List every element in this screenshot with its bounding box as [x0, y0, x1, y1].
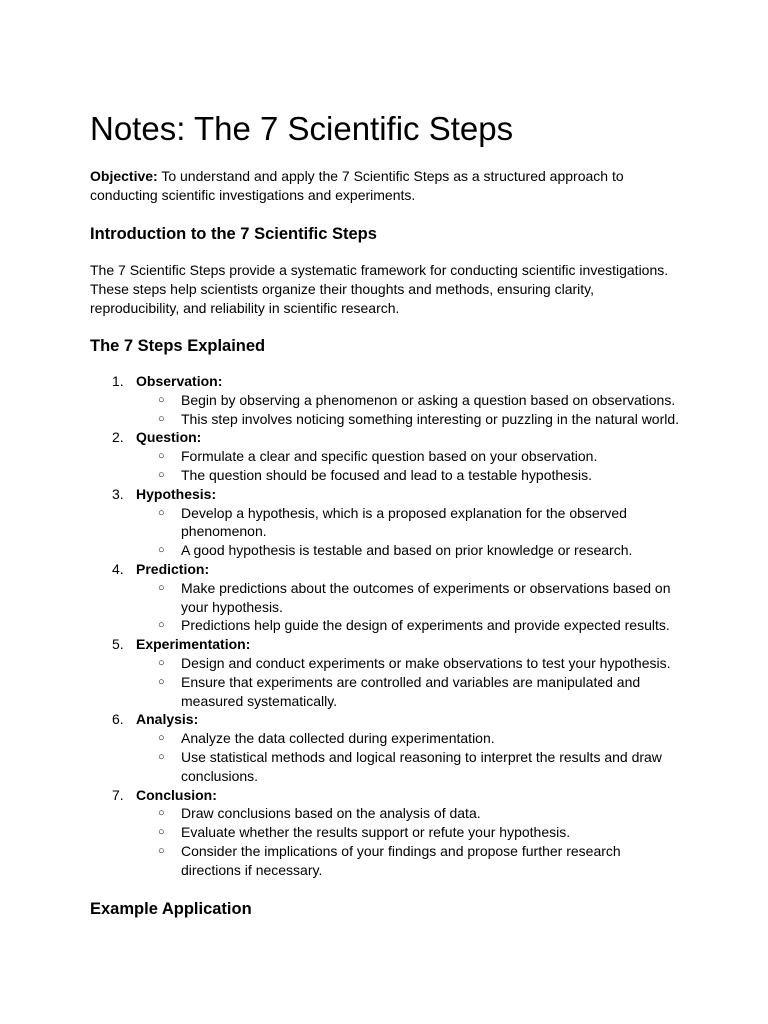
bullet-item	[136, 579, 681, 617]
hollow-circle-bullet-icon: ○	[158, 807, 165, 820]
bullet-item	[136, 673, 681, 711]
hollow-circle-bullet-icon: ○	[158, 750, 165, 763]
bullet-text: Evaluate whether the results support or refute your hypothesis.	[181, 824, 571, 841]
hollow-circle-bullet-icon: ○	[158, 468, 165, 481]
step-number: 1.	[112, 373, 124, 389]
hollow-circle-bullet-icon: ○	[158, 675, 165, 688]
bullet-item	[136, 466, 681, 485]
step-number: 3.	[112, 485, 124, 502]
step-number: 5.	[112, 636, 124, 653]
bullet-text: Use statistical methods and logical reasoning to interpret the results and draw conclusions.	[181, 748, 662, 784]
hollow-circle-bullet-icon: ○	[158, 450, 165, 463]
objective-paragraph	[90, 167, 680, 205]
bullet-item	[136, 541, 681, 560]
step-bullets	[136, 447, 690, 485]
step-bullets	[136, 391, 690, 429]
bullet-text: Begin by observing a phenomenon or asking a question based on observations.	[181, 391, 676, 408]
hollow-circle-bullet-icon: ○	[158, 393, 165, 406]
step-label: Observation:	[136, 373, 223, 389]
bullet-text: Develop a hypothesis, which is a proposed explanation for the observed phenomenon.	[181, 504, 627, 540]
step-label: Experimentation:	[136, 636, 251, 653]
step-item	[90, 786, 690, 880]
hollow-circle-bullet-icon: ○	[158, 844, 165, 857]
step-bullets	[136, 729, 690, 785]
step-number: 4.	[112, 560, 124, 577]
bullet-item	[136, 410, 681, 429]
bullet-text: The question should be focused and lead to a testable hypothesis.	[181, 466, 592, 483]
bullet-item	[136, 391, 681, 410]
step-number: 2.	[112, 429, 124, 446]
bullet-text: This step involves noticing something interesting or puzzling in the natural world.	[181, 410, 680, 427]
step-item	[90, 428, 690, 484]
hollow-circle-bullet-icon: ○	[158, 619, 165, 632]
step-label: Question:	[136, 429, 202, 446]
objective-label: Objective:	[90, 168, 158, 184]
hollow-circle-bullet-icon: ○	[158, 732, 165, 745]
bullet-item	[136, 654, 681, 673]
bullet-text: Analyze the data collected during experimentation.	[181, 730, 495, 747]
hollow-circle-bullet-icon: ○	[158, 581, 165, 594]
bullet-text: Predictions help guide the design of experiments and provide expected results.	[181, 617, 670, 634]
step-bullets	[136, 804, 690, 879]
example-heading: Example Application	[90, 900, 252, 918]
hollow-circle-bullet-icon: ○	[158, 656, 165, 669]
page-title: Notes: The 7 Scientific Steps	[90, 110, 514, 147]
intro-heading: Introduction to the 7 Scientific Steps	[90, 225, 377, 243]
step-label: Conclusion:	[136, 786, 217, 803]
bullet-text: Design and conduct experiments or make observations to test your hypothesis.	[181, 654, 671, 671]
hollow-circle-bullet-icon: ○	[158, 506, 165, 519]
objective-text: To understand and apply the 7 Scientific Steps as a structured approach to conducting scientific investigations and experiments.	[90, 168, 624, 203]
step-item	[90, 635, 690, 710]
bullet-text: Ensure that experiments are controlled and variables are manipulated and measured systematically.	[181, 673, 641, 709]
step-bullets	[136, 504, 690, 560]
bullet-item	[136, 842, 681, 880]
step-item	[90, 560, 690, 635]
step-label: Analysis:	[136, 711, 199, 728]
step-item	[90, 485, 690, 560]
bullet-item	[136, 804, 681, 823]
bullet-text: Make predictions about the outcomes of experiments or observations based on your hypothesis.	[181, 579, 671, 615]
steps-heading: The 7 Steps Explained	[90, 337, 266, 355]
hollow-circle-bullet-icon: ○	[158, 412, 165, 425]
bullet-item	[136, 616, 681, 635]
step-label: Hypothesis:	[136, 485, 217, 502]
steps-list	[90, 372, 690, 880]
hollow-circle-bullet-icon: ○	[158, 826, 165, 839]
step-item	[90, 710, 690, 785]
bullet-text: Formulate a clear and specific question based on your observation.	[181, 448, 598, 465]
step-number: 6.	[112, 711, 124, 728]
bullet-text: Consider the implications of your findings and propose further research directions if necessary.	[181, 842, 621, 878]
bullet-text: Draw conclusions based on the analysis of data.	[181, 805, 481, 822]
step-item	[90, 372, 690, 428]
bullet-item	[136, 748, 681, 786]
hollow-circle-bullet-icon: ○	[158, 544, 165, 557]
bullet-item	[136, 504, 681, 542]
step-bullets	[136, 654, 690, 710]
bullet-text: A good hypothesis is testable and based on prior knowledge or research.	[181, 542, 633, 559]
step-label: Prediction:	[136, 560, 210, 577]
bullet-item	[136, 447, 681, 466]
step-bullets	[136, 579, 690, 635]
bullet-item	[136, 823, 681, 842]
intro-paragraph: The 7 Scientific Steps provide a systematic framework for conducting scientific investigations. These steps help scientists organize their thoughts and methods, ensuring clarity, reproducibility, and reliability in scientific research.	[90, 262, 669, 316]
step-number: 7.	[112, 786, 124, 803]
bullet-item	[136, 729, 681, 748]
